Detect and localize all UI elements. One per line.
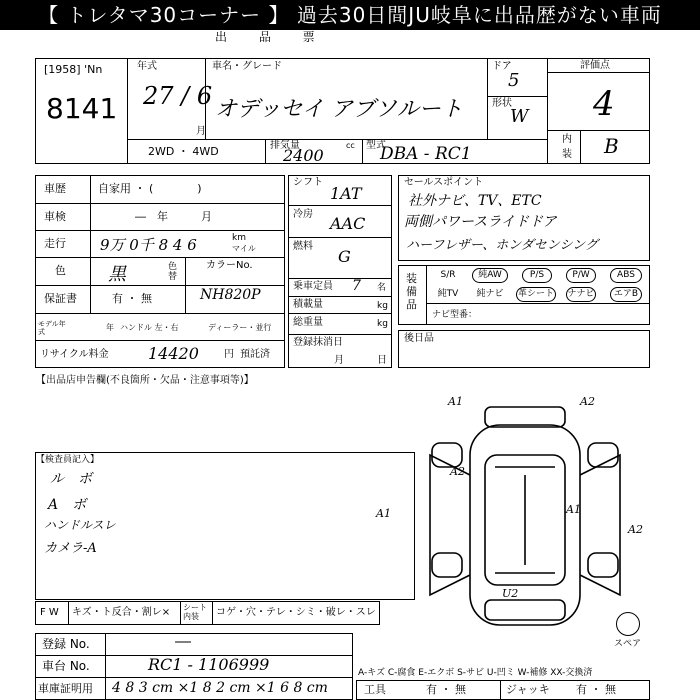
color-change-label: 色替 xyxy=(168,262,178,282)
model-year-unit: 年 xyxy=(106,323,114,332)
inspector-line: カメラ-A xyxy=(44,541,97,556)
interior-label-top: 内 xyxy=(562,134,572,145)
name-label: 車名・グレード xyxy=(212,61,282,72)
displacement-label: 排気量 xyxy=(270,140,300,151)
later-items-label: 後日品 xyxy=(404,333,434,344)
gross-label: 総重量 xyxy=(293,317,323,328)
handle-side: ハンドル 左・右 xyxy=(120,323,179,332)
inspection-value: ― 年 月 xyxy=(135,210,212,223)
capacity-value: 7 xyxy=(352,278,361,294)
legend-exterior: キズ・ト反合・割レ× xyxy=(72,607,171,618)
certificate-value: 4 8 3 cm ×1 8 2 cm ×1 6 8 cm xyxy=(112,680,328,696)
legend-fw: F W xyxy=(40,607,59,618)
color-code-value: NH820P xyxy=(200,287,261,303)
equipment-label: 装備品 xyxy=(406,272,417,311)
damage-mark: A1 xyxy=(448,395,463,408)
aircon-label: 冷房 xyxy=(293,209,313,220)
chassis-label: 車台 No. xyxy=(42,659,90,673)
inspector-line: ハンドルスレ xyxy=(44,518,116,532)
sheet-heading: 出 品 票 xyxy=(215,30,329,44)
history-label: 車歴 xyxy=(44,182,66,195)
auction-banner: 【 トレタマ30コーナー 】 過去30日間JU岐阜に出品歴がない車両 xyxy=(0,0,700,30)
equipment-chip: 純AW xyxy=(472,268,508,283)
recycle-unit: 円 xyxy=(224,349,234,360)
year-label: 年式 xyxy=(137,61,157,72)
displacement-value: 2400 xyxy=(283,146,324,165)
fuel-label: 燃料 xyxy=(293,241,313,252)
fuel-value: G xyxy=(338,247,351,266)
mileage-unit-km: km xyxy=(232,233,246,243)
lot-number: 8141 xyxy=(46,92,118,125)
model-value: DBA - RC1 xyxy=(380,144,472,164)
inspector-line: A ボ xyxy=(48,497,87,513)
capacity-unit: 名 xyxy=(377,283,387,293)
inspection-label: 車検 xyxy=(44,210,66,223)
deregistration-day: 日 xyxy=(377,355,387,366)
year-value: 27 / 6 xyxy=(143,82,213,110)
interior-value: B xyxy=(604,134,619,158)
inspector-line: ル ボ xyxy=(50,471,92,487)
model-label: 型式 xyxy=(366,140,386,151)
later-items xyxy=(398,330,650,368)
damage-mark: A2 xyxy=(628,523,643,536)
lot-code: [1958] 'Nn xyxy=(44,63,103,76)
damage-mark: A1 xyxy=(566,503,581,516)
color-code-label: カラーNo. xyxy=(206,260,253,271)
warranty-value: 有 ・ 無 xyxy=(112,292,152,305)
chassis-value: RC1 - 1106999 xyxy=(148,655,270,674)
drive-label: 2WD ・ 4WD xyxy=(148,145,219,158)
equipment-chip: P/S xyxy=(522,268,552,283)
tools-label: 工具 xyxy=(364,683,386,696)
recycle-value: 14420 xyxy=(148,344,199,363)
load-label: 積載量 xyxy=(293,299,323,310)
sales-point-line: ハーフレザー、ホンダセンシング xyxy=(406,238,598,253)
registration-label: 登録 No. xyxy=(42,637,90,651)
registration-value: ― xyxy=(175,631,191,650)
equipment-chip: P/W xyxy=(566,268,596,283)
damage-code-legend: A-キズ C-腐食 E-エクボ S-サビ U-凹ミ W-補修 XX-交換済 xyxy=(358,668,593,678)
spare-tire-icon xyxy=(616,612,640,636)
damage-mark: A1 xyxy=(376,507,391,520)
capacity-label: 乗車定員 xyxy=(293,281,333,292)
sales-points-label: セールスポイント xyxy=(404,177,484,188)
mileage-value: 9万 0千 8 4 6 xyxy=(100,236,197,254)
gross-unit: kg xyxy=(377,319,388,329)
model-year-label: モデル年式 xyxy=(38,320,66,336)
dealer-type: ディーラー・並行 xyxy=(208,323,272,332)
inspector-label: 【検査員記入】 xyxy=(36,455,100,465)
year-month-unit: 月 xyxy=(196,126,206,137)
spare-label: スペア xyxy=(614,639,642,649)
load-unit: kg xyxy=(377,301,388,311)
recycle-note: 預託済 xyxy=(240,349,270,360)
color-label: 色 xyxy=(55,264,66,277)
equipment-chip: 純ナビ xyxy=(476,289,504,299)
displacement-unit: cc xyxy=(346,141,355,150)
history-value: 自家用 ・ ( ) xyxy=(98,182,202,195)
shape-label: 形状 xyxy=(492,98,512,109)
deregistration-month: 月 xyxy=(334,355,344,366)
damage-mark: U2 xyxy=(502,587,519,600)
legend-seat-label: シート内装 xyxy=(183,603,207,621)
equipment-chip: ABS xyxy=(610,268,642,283)
tools-value: 有 ・ 無 xyxy=(426,683,466,696)
jack-label: ジャッキ xyxy=(506,683,550,696)
name-value: オデッセイ アブソルート xyxy=(215,97,463,122)
equipment-chip: ナナビ xyxy=(566,287,596,302)
shift-label: シフト xyxy=(293,177,323,188)
warranty-label: 保証書 xyxy=(44,292,77,305)
mileage-label: 走行 xyxy=(44,237,66,250)
legend-seat-items: コゲ・穴・テレ・シミ・破レ・スレ xyxy=(216,607,376,618)
equipment-chip: S/R xyxy=(440,270,456,280)
equipment-chip: エアB xyxy=(610,287,642,302)
equipment-chip: 革シート xyxy=(516,287,556,302)
door-value: 5 xyxy=(508,70,520,91)
seller-notes-label: 【出品店申告欄(不良箇所・欠品・注意事項等)】 xyxy=(36,375,254,386)
navi-model-label: ナビ型番： xyxy=(432,310,478,320)
recycle-label: リサイクル料金 xyxy=(40,349,109,360)
jack-value: 有 ・ 無 xyxy=(576,683,616,696)
sales-point-line: 両側パワースライドドア xyxy=(404,214,557,230)
damage-mark: A2 xyxy=(450,465,465,478)
certificate-label: 車庫証明用 xyxy=(38,682,93,695)
equipment-chip: 純TV xyxy=(437,289,459,299)
damage-mark: A2 xyxy=(580,395,595,408)
deregistration-label: 登録抹消日 xyxy=(293,337,343,348)
aircon-value: AAC xyxy=(330,214,366,233)
shape-value: W xyxy=(510,106,529,127)
score-label: 評価点 xyxy=(580,60,610,71)
mileage-unit-mile: マイル xyxy=(232,244,256,253)
damage-diagram xyxy=(370,395,660,635)
score-value: 4 xyxy=(593,84,615,124)
shift-value: 1AT xyxy=(330,184,362,203)
interior-label-bottom: 装 xyxy=(562,149,572,160)
color-value: 黒 xyxy=(108,264,126,285)
door-label: ドア xyxy=(492,61,512,72)
sales-point-line: 社外ナビ、TV、ETC xyxy=(408,193,542,209)
